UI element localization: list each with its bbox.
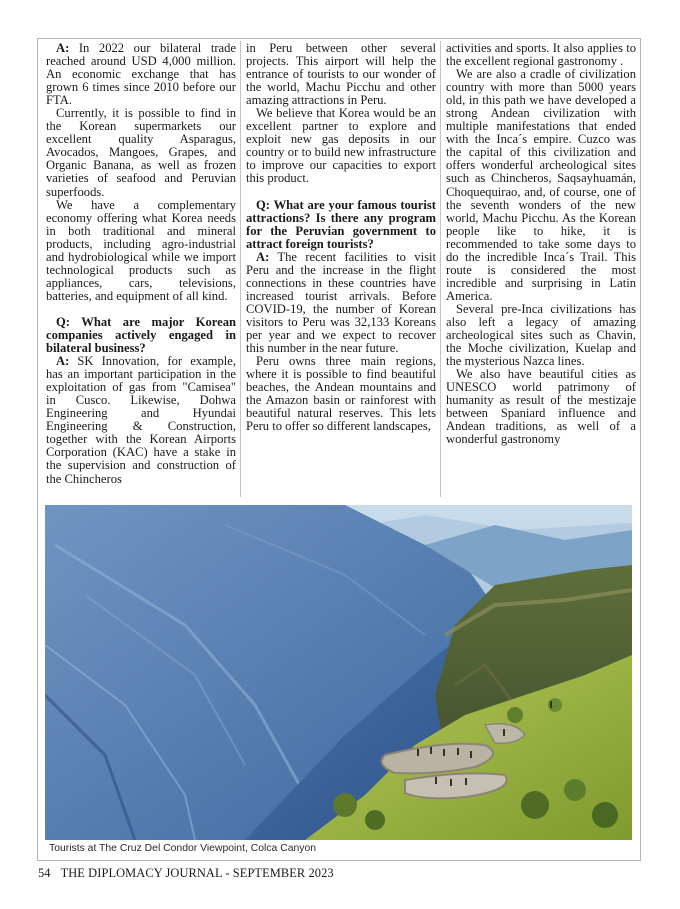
question-heading: Q: What are your famous tourist attractions? Is there any program for the Peruvian government to attract foreign tourists?: [246, 197, 436, 251]
answer-paragraph: [246, 251, 436, 355]
answer-label: A:: [256, 249, 270, 264]
publication-title: THE DIPLOMACY JOURNAL - SEPTEMBER 2023: [60, 866, 334, 880]
column-divider: [240, 41, 241, 497]
body-paragraph: activities and sports. It also applies to the excellent regional gastronomy .: [446, 42, 636, 69]
body-paragraph: Several pre-Inca civilizations has also left a legacy of amazing archeological sites such as Chavin, the Moche civilization, Kuelap and the mysterious Nazca lines.: [446, 301, 636, 369]
article-column-1: [46, 42, 236, 497]
body-paragraph: We have a complementary economy offering what Korea needs in both traditional and mineral products, including agro-industrial and hydrobiological while we import technological products such as appliances, cars, televisions, batteries, and equipment of all kind.: [46, 197, 236, 303]
body-paragraph: in Peru between other several projects. This airport will help the entrance of tourists to our wonder of the world, Machu Picchu and other amazing attractions in Peru.: [246, 42, 436, 108]
body-paragraph: We believe that Korea would be an excellent partner to explore and exploit new gas deposits in our country or to build new infrastructure to improve our capacities to export this product.: [246, 106, 436, 186]
article-column-3: [446, 42, 636, 497]
paragraph-text: In 2022 our bilateral trade reached around USD 4,000 million. An economic exchange that has grown 6 times since 2010 before our FTA.: [46, 42, 236, 108]
photo-caption: Tourists at The Cruz Del Condor Viewpoint, Colca Canyon: [49, 843, 317, 854]
body-paragraph: We are also a cradle of civilization country with more than 5000 years old, in this path we have developed a strong Andean civilization with multiple manifestations that ended with the Inca´s empire. Cuzco was the capital of this civilization and offers wonderful archeological sites such as Chincheros, Saqsayhuamán, Choquequirao, and, of course, one of the seventh wonders of the new world, Machu Picchu. As the Korean people like to hike, it is recommended to take some days to do the incredible Inca´s Trail. This route is considered the most incredible and surprising in Latin America.: [446, 67, 636, 303]
body-paragraph: We also have beautiful cities as UNESCO world patrimony of humanity as result of the mestizaje between Spaniard influence and Andean traditions, as well of a wonderful gastronomy: [446, 367, 636, 447]
article-column-2: [246, 42, 436, 497]
body-paragraph: Currently, it is possible to find in the Korean supermarkets our excellent quality Asparagus, Avocados, Mangoes, Grapes, and Organic Banana, as well as frozen varieties of seafood and Peruvian superfoods.: [46, 106, 236, 199]
answer-paragraph: [46, 355, 236, 485]
paragraph-text: SK Innovation, for example, has an important participation in the exploitation of gas from "Camisea" in Cusco. Likewise, Dohwa Engineering and Hyundai Engineering & Construction, together with the Korean Airports Corporation (KAC) have a stake in the supervision and construction of the Chincheros: [46, 354, 236, 486]
answer-label: A:: [56, 354, 70, 369]
paragraph-text: The recent facilities to visit Peru and the increase in the flight connections in these countries have increased tourist arrivals. Before COVID-19, the number of Korean visitors to Peru was 32,133 Koreans per year and we expect to recover this number in the near future.: [246, 249, 436, 356]
answer-label: A:: [56, 42, 70, 55]
page-footer: [38, 866, 344, 881]
body-paragraph: Peru owns three main regions, where it is possible to find beautiful beaches, the Andean mountains and the Amazon basin or rainforest with beautiful natural reserves. This lets Peru to offer so different landscapes,: [246, 354, 436, 434]
answer-paragraph: [46, 42, 236, 107]
column-divider: [440, 41, 441, 497]
canyon-photo: [45, 505, 632, 840]
page-number: 54: [38, 866, 51, 880]
question-heading: Q: What are major Korean companies actively engaged in bilateral business?: [46, 314, 236, 356]
